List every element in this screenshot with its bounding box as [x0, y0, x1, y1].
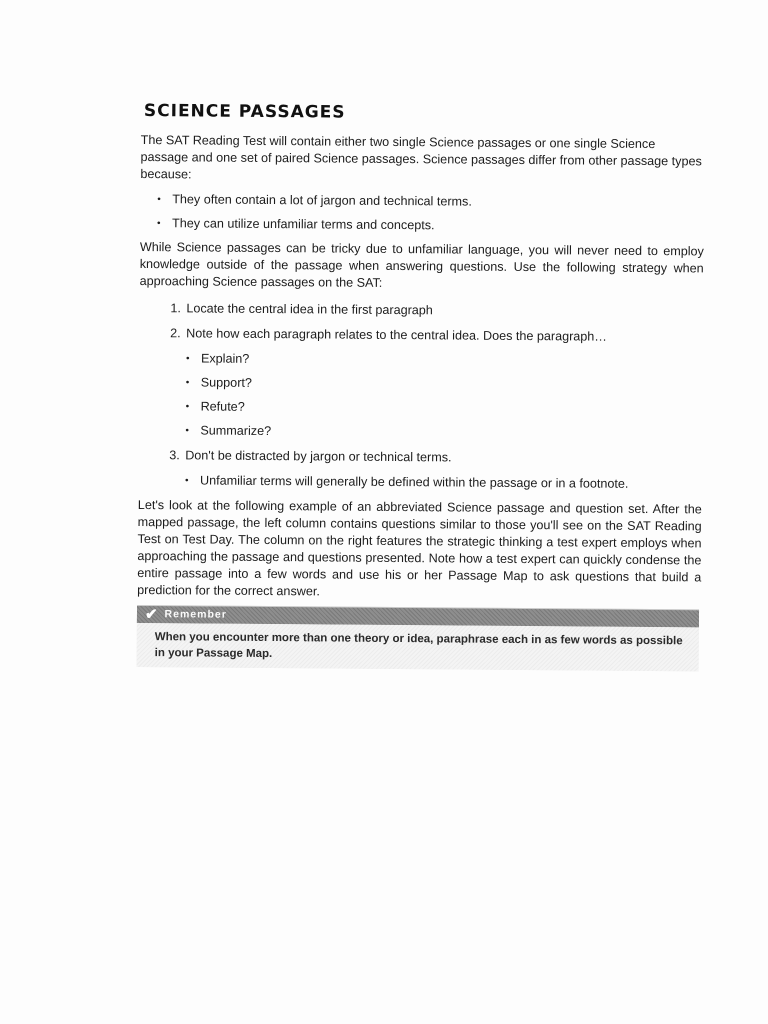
step-text: Locate the central idea in the first paragraph [186, 301, 433, 318]
strategy-intro-paragraph: While Science passages can be tricky due to unfamiliar language, you will never need to employ knowledge outside of the passage when answering questions. Use the following strategy when approaching Science passages on the SAT: [139, 239, 704, 290]
list-item: • Summarize? [138, 422, 702, 443]
list-item: • Support? [139, 374, 703, 395]
callout-title: Remember [164, 608, 227, 621]
strategy-step-2 [138, 325, 703, 443]
list-item: • Unfamiliar terms will generally be defined within the passage or in a footnote. [138, 472, 702, 493]
step-2-sublist [138, 350, 703, 443]
remember-callout [137, 605, 699, 671]
check-icon: ✔ [144, 606, 159, 624]
step-text: Note how each paragraph relates to the central idea. Does the paragraph… [186, 326, 607, 344]
step-3-sublist [138, 472, 702, 493]
step-number: 1. [170, 301, 181, 316]
intro-paragraph: The SAT Reading Test will contain either two single Science passages or one single Science passage and one set of paired Science passages. Science passages differ from other passage types because: [140, 132, 702, 182]
strategy-step-1 [139, 300, 703, 321]
example-intro-paragraph: Let's look at the following example of an abbreviated Science passage and question set. After the mapped passage, the left column contains questions similar to those you'll see on the SAT Reading Test on Test Day. The column on the right features the strategic thinking a test expert employs when approaching the passage and questions presented. Note how a test expert can quickly condense the entire passage into a few words and use his or her Passage Map to ask questions that build a prediction for the correct answer. [137, 497, 702, 599]
list-item: • Explain? [139, 350, 703, 371]
step-number: 3. [169, 448, 180, 463]
callout-body: When you encounter more than one theory or idea, paraphrase each in as few words as possible in your Passage Map. [137, 623, 699, 671]
page-content [137, 103, 705, 671]
strategy-step-3 [138, 447, 702, 493]
list-item: • Refute? [139, 398, 703, 419]
list-item: • They often contain a lot of jargon and technical terms. [140, 191, 704, 212]
step-number: 2. [170, 326, 181, 341]
page-title: SCIENCE PASSAGES [143, 101, 346, 123]
differences-list [140, 191, 704, 236]
strategy-steps [138, 300, 703, 493]
step-text: Don't be distracted by jargon or technical terms. [185, 448, 452, 465]
list-item: • They can utilize unfamiliar terms and concepts. [140, 215, 704, 236]
